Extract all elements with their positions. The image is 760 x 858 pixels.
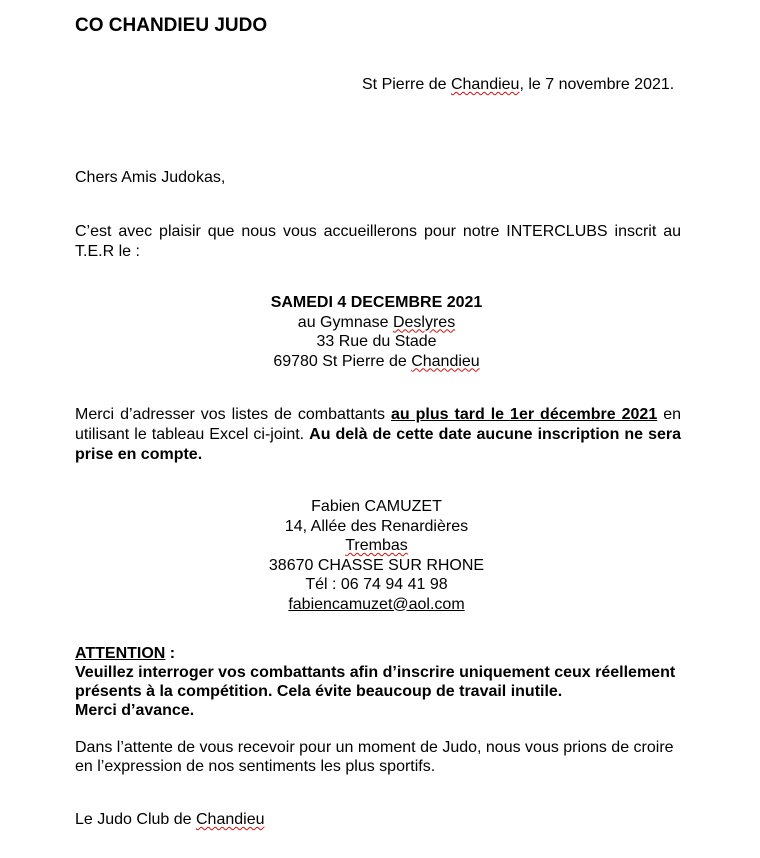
registration-deadline: au plus tard le 1er décembre 2021 [391,406,658,423]
closing-paragraph [75,738,674,776]
intro-paragraph [75,222,681,262]
attention-line-1: Veuillez interroger vos combattants afin d’inscrire uniquement ceux réellement [75,664,676,681]
contact-phone: Tél : 06 74 94 41 98 [305,576,448,593]
attention-line-2: présents à la compétition. Cela évite beaucoup de travail inutile. [75,683,563,700]
event-city [75,352,678,372]
date-line [362,76,674,94]
attention-label-suffix: : [165,645,176,662]
registration-line-2 [75,425,681,445]
contact-name: Fabien CAMUZET [311,498,442,515]
contact-address: 14, Allée des Renardières [284,517,469,535]
attention-line-3: Merci d’avance. [75,702,195,719]
event-date: SAMEDI 4 DECEMBRE 2021 [270,294,483,311]
date-prefix: St Pierre de [362,76,451,93]
contact-email-link[interactable]: fabiencamuzet@aol.com [288,595,465,613]
signature [75,810,264,829]
closing-line-1: Dans l’attente de vous recevoir pour un moment de Judo, nous vous prions de croire [75,739,674,756]
registration-line-3: prise en compte. [75,446,203,463]
registration-line2-prefix: utilisant le tableau Excel ci-joint. [75,426,310,443]
contact-city: 38670 CHASSE SUR RHONE [268,556,485,574]
registration-line1-prefix: Merci d’adresser vos listes de combattants [75,406,391,423]
attention-label: ATTENTION [75,645,166,662]
attention-heading [75,644,675,663]
signature-town: Chandieu [195,811,265,828]
registration-paragraph [75,405,681,465]
club-title: CO CHANDIEU JUDO [75,15,268,36]
signature-prefix: Le Judo Club de [75,811,196,828]
closing-line-2: en l’expression de nos sentiments les plus sportifs. [75,758,436,775]
date-suffix: , le 7 novembre 2021. [519,76,675,93]
venue-name: Deslyres [392,313,456,331]
registration-line1-suffix: en [657,406,681,423]
date-town: Chandieu [450,76,520,93]
event-block [75,293,678,371]
city-prefix: 69780 St Pierre de [273,352,412,370]
contact-block [75,497,678,614]
contact-locality: Trembas [345,537,408,554]
intro-line-2: T.E.R le : [75,243,140,260]
event-venue [75,313,678,333]
attention-block [75,644,675,720]
venue-prefix: au Gymnase [297,313,393,331]
intro-line-1: C’est avec plaisir que nous vous accueillerons pour notre INTERCLUBS inscrit au [75,223,681,240]
city-name: Chandieu [411,352,480,370]
event-street: 33 Rue du Stade [316,333,437,350]
registration-line-1 [75,405,681,425]
registration-warning: Au delà de cette date aucune inscription ne sera [309,426,682,443]
greeting: Chers Amis Judokas, [75,169,226,186]
